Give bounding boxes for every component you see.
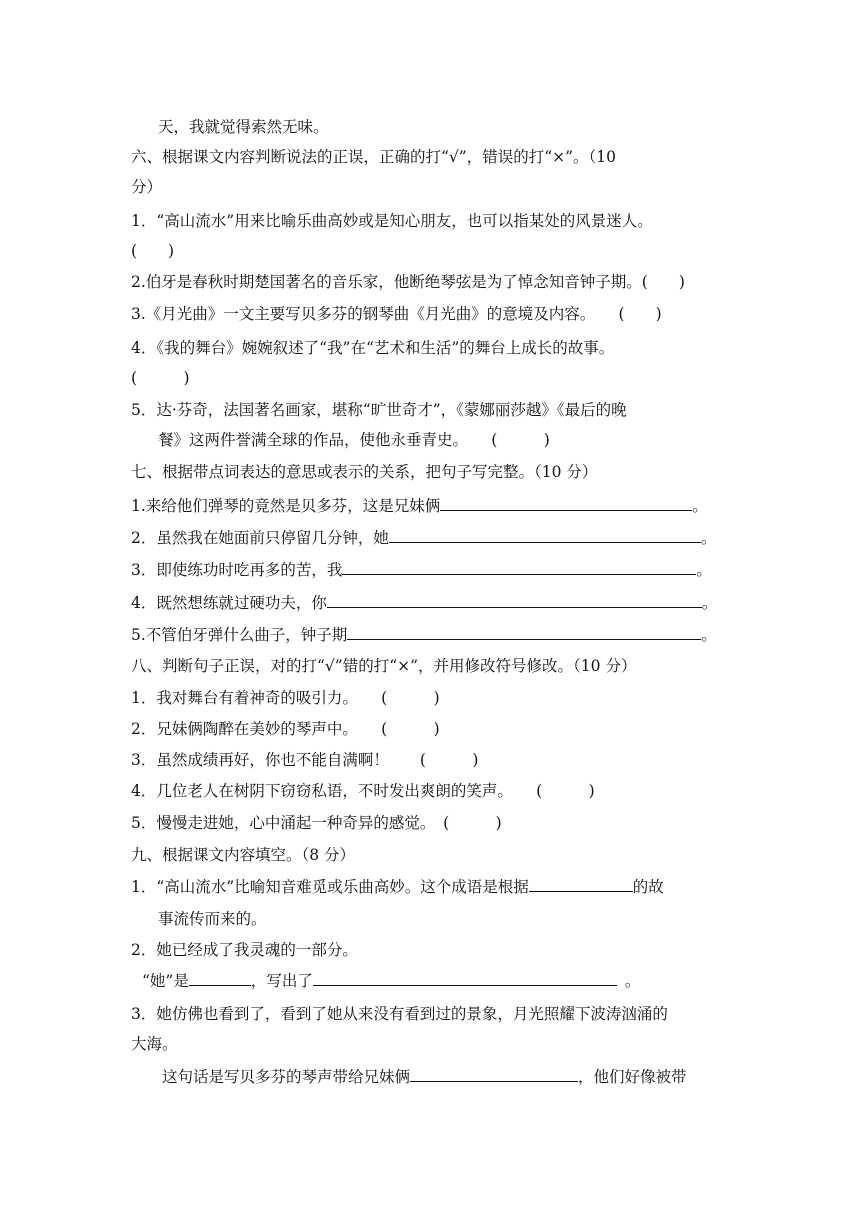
question-7-2: [131, 528, 716, 548]
question-text: “她”是: [142, 972, 189, 990]
question-9-1: [131, 877, 664, 897]
question-text: 1．“高山流水”比喻知音难觅或乐曲高妙。这个成语是根据: [131, 878, 529, 896]
answer-blank[interactable]: [529, 877, 633, 892]
answer-blank[interactable]: [313, 971, 617, 986]
question-6-5: 5．达·芬奇，法国著名画家，堪称“旷世奇才”，《蒙娜丽莎越》《最后的晚: [131, 401, 627, 419]
question-6-3: 3.《月光曲》一文主要写贝多芬的钢琴曲《月光曲》的意境及内容。 ( ): [131, 305, 662, 323]
question-8-1: 1．我对舞台有着神奇的吸引力。 ( ): [131, 689, 440, 707]
question-9-3: 3．她仿佛也看到了，看到了她从来没有看到过的景象，月光照耀下波涛汹涌的: [131, 1005, 668, 1023]
section-6-heading: 六、根据课文内容判断说法的正误，正确的打“√”，错误的打“×”。（10: [131, 148, 617, 166]
question-6-5-cont: 餐》这两件誉满全球的作品，使他永垂青史。 ( ): [158, 431, 550, 449]
question-8-4: 4．几位老人在树阴下窃窃私语，不时发出爽朗的笑声。 ( ): [131, 782, 595, 800]
section-7-heading: 七、根据带点词表达的意思或表示的关系，把句子写完整。（10 分）: [131, 463, 598, 481]
end-mark: 。: [701, 626, 717, 644]
answer-blank[interactable]: [347, 625, 701, 640]
question-6-1: 1．“高山流水”用来比喻乐曲高妙或是知心朋友，也可以指某处的风景迷人。: [131, 212, 653, 230]
question-8-2: 2．兄妹俩陶醉在美妙的琴声中。 ( ): [131, 720, 440, 738]
question-8-5: 5．慢慢走进她，心中涌起一种奇异的感觉。 ( ): [131, 814, 502, 832]
end-mark: 。: [700, 529, 717, 547]
question-text: 的故: [632, 878, 664, 896]
answer-bracket[interactable]: ( ): [131, 242, 175, 260]
answer-blank[interactable]: [342, 560, 696, 575]
answer-blank[interactable]: [410, 1067, 578, 1082]
question-8-3: 3．虽然成绩再好，你也不能自满啊！ ( ): [131, 751, 479, 769]
end-mark: 。: [696, 561, 712, 579]
question-7-5: [131, 625, 717, 645]
question-9-3-fill: [162, 1067, 687, 1087]
question-text: ，写出了: [250, 972, 313, 990]
question-text: ，他们好像被带: [578, 1068, 687, 1086]
question-6-2: 2.伯牙是春秋时期楚国著名的音乐家，他断绝琴弦是为了悼念知音钟子期。( ): [131, 273, 685, 291]
question-7-3: [131, 560, 712, 580]
question-text: 2．虽然我在她面前只停留几分钟，她: [131, 529, 389, 547]
answer-blank[interactable]: [440, 496, 692, 511]
text-line: 天，我就觉得索然无味。: [158, 118, 329, 136]
question-text: 1.来给他们弹琴的竟然是贝多芬，这是兄妹俩: [131, 497, 441, 515]
end-mark: 。: [701, 594, 718, 612]
question-6-4: 4．《我的舞台》婉婉叙述了“我”在“艺术和生活”的舞台上成长的故事。: [131, 339, 615, 357]
question-text: 5.不管伯牙弹什么曲子，钟子期: [131, 626, 348, 644]
question-text: 4．既然想练就过硬功夫，你: [131, 594, 327, 612]
question-text: 3．即使练功时吃再多的苦，我: [131, 561, 343, 579]
answer-blank[interactable]: [389, 528, 701, 543]
question-9-3-cont: 大海。: [131, 1035, 178, 1053]
question-9-2: 2．她已经成了我灵魂的一部分。: [131, 941, 358, 959]
section-8-heading: 八、判断句子正误，对的打“√”错的打“×”，并用修改符号修改。（10 分）: [131, 657, 637, 675]
section-9-heading: 九、根据课文内容填空。（8 分）: [131, 846, 356, 864]
answer-blank[interactable]: [189, 971, 251, 986]
end-mark: 。: [624, 972, 641, 990]
end-mark: 。: [692, 497, 708, 515]
section-6-heading-cont: 分）: [131, 178, 163, 196]
answer-bracket[interactable]: ( ): [131, 369, 190, 387]
question-9-1-cont: 事流传而来的。: [158, 910, 267, 928]
answer-blank[interactable]: [327, 593, 702, 608]
question-text: 这句话是写贝多芬的琴声带给兄妹俩: [162, 1068, 411, 1086]
question-9-2-fill: [142, 971, 640, 991]
question-7-1: [131, 496, 708, 516]
question-7-4: [131, 593, 717, 613]
